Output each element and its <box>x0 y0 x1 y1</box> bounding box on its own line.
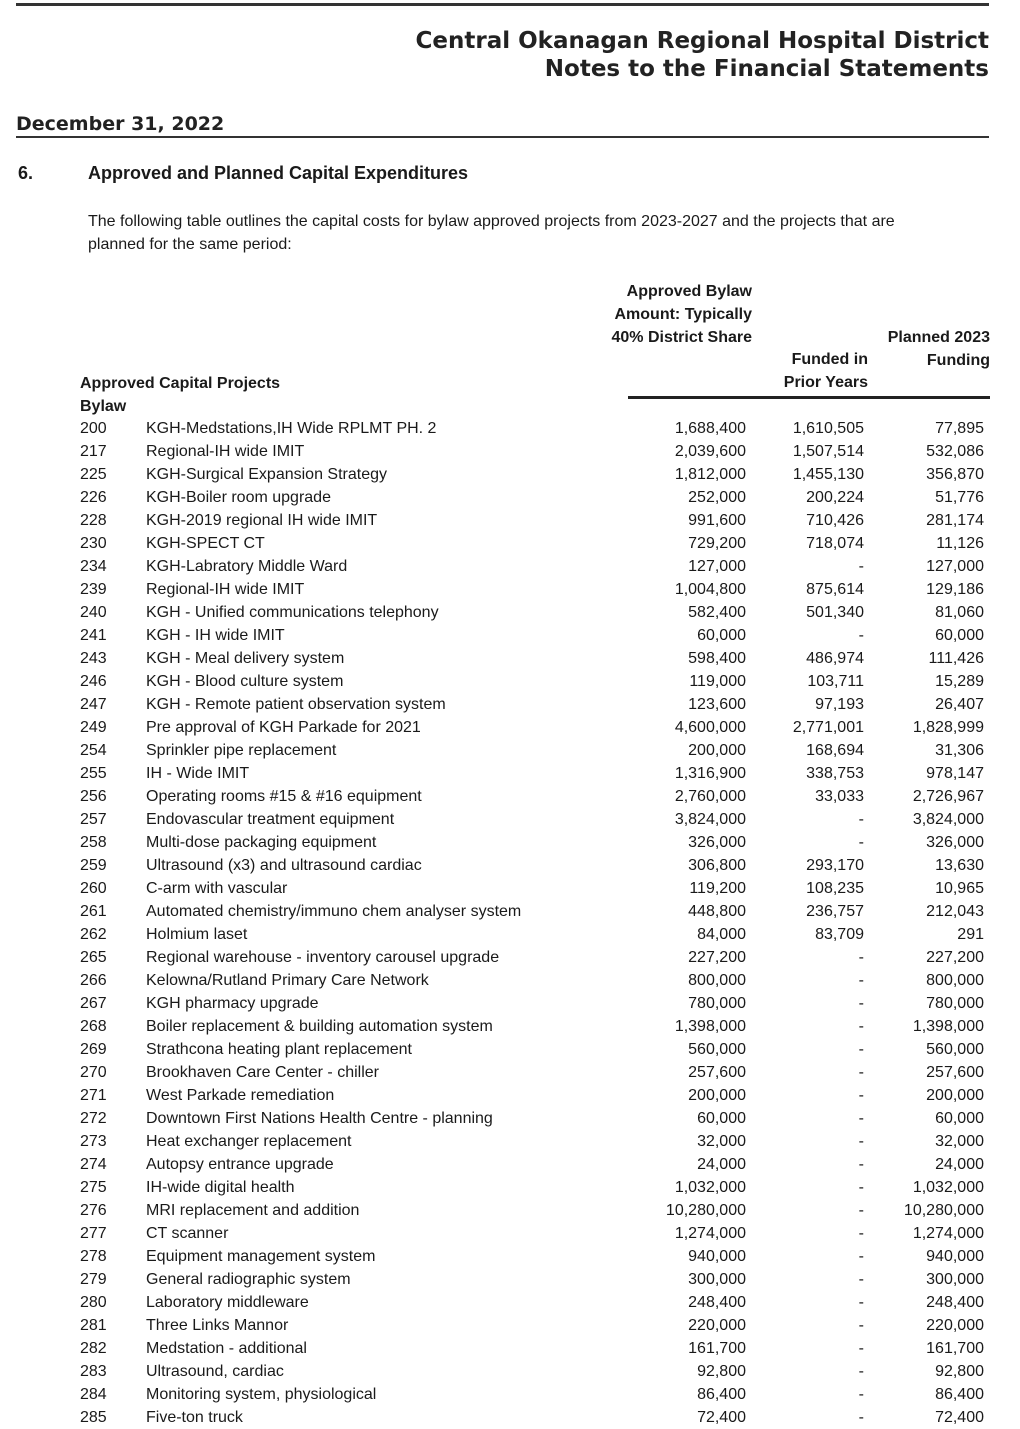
planned-funding-cell: 60,000 <box>935 1110 984 1127</box>
planned-funding-cell: 1,032,000 <box>912 1179 984 1196</box>
bylaw-cell: 266 <box>80 972 107 989</box>
bylaw-cell: 239 <box>80 581 107 598</box>
table-row <box>0 831 1020 854</box>
table-row <box>0 1107 1020 1130</box>
approved-amount-cell: 32,000 <box>697 1133 746 1150</box>
table-row <box>0 578 1020 601</box>
funded-prior-cell: 486,974 <box>806 650 864 667</box>
top-rule <box>16 3 989 6</box>
table-row <box>0 1291 1020 1314</box>
description-cell: Regional warehouse - inventory carousel upgrade <box>146 949 500 966</box>
table-row <box>0 463 1020 486</box>
funded-prior-cell: 710,426 <box>806 512 864 529</box>
planned-funding-cell: 200,000 <box>926 1087 984 1104</box>
description-cell: Automated chemistry/immuno chem analyser system <box>146 903 522 920</box>
bylaw-cell: 270 <box>80 1064 107 1081</box>
bylaw-cell: 267 <box>80 995 107 1012</box>
bylaw-cell: 256 <box>80 788 107 805</box>
funded-prior-cell: - <box>858 1294 864 1311</box>
planned-funding-cell: 15,289 <box>935 673 984 690</box>
approved-amount-cell: 123,600 <box>688 696 746 713</box>
approved-amount-cell: 227,200 <box>688 949 746 966</box>
description-cell: KGH - Unified communications telephony <box>146 604 439 621</box>
approved-amount-cell: 84,000 <box>697 926 746 943</box>
description-cell: Five-ton truck <box>146 1409 243 1426</box>
table-row <box>0 670 1020 693</box>
description-cell: Regional-IH wide IMIT <box>146 443 305 460</box>
planned-funding-cell: 10,965 <box>935 880 984 897</box>
planned-funding-cell: 532,086 <box>926 443 984 460</box>
approved-amount-cell: 119,200 <box>689 880 746 897</box>
funded-prior-cell: 97,193 <box>815 696 864 713</box>
table-row <box>0 1383 1020 1406</box>
planned-funding-cell: 780,000 <box>926 995 984 1012</box>
approved-amount-cell: 161,700 <box>688 1340 746 1357</box>
planned-funding-cell: 326,000 <box>926 834 984 851</box>
bylaw-cell: 268 <box>80 1018 107 1035</box>
approved-amount-cell: 60,000 <box>697 1110 746 1127</box>
funded-prior-cell: 108,235 <box>806 880 864 897</box>
bylaw-cell: 283 <box>80 1363 107 1380</box>
table-row <box>0 785 1020 808</box>
bylaw-cell: 230 <box>80 535 107 552</box>
table-row <box>0 1199 1020 1222</box>
description-cell: Regional-IH wide IMIT <box>146 581 305 598</box>
table-row <box>0 1406 1020 1429</box>
table-row <box>0 486 1020 509</box>
approved-amount-cell: 257,600 <box>688 1064 746 1081</box>
planned-funding-cell: 291 <box>957 926 984 943</box>
planned-funding-cell: 92,800 <box>935 1363 984 1380</box>
funded-prior-cell: - <box>858 1156 864 1173</box>
bylaw-cell: 260 <box>80 880 107 897</box>
planned-funding-cell: 560,000 <box>926 1041 984 1058</box>
table-row <box>0 1337 1020 1360</box>
bylaw-cell: 241 <box>80 627 107 644</box>
approved-amount-cell: 300,000 <box>688 1271 746 1288</box>
table-row <box>0 1222 1020 1245</box>
bylaw-cell: 258 <box>80 834 107 851</box>
bylaw-cell: 225 <box>80 466 107 483</box>
description-cell: Boiler replacement & building automation system <box>146 1018 493 1035</box>
table-row <box>0 440 1020 463</box>
date-rule <box>16 136 989 138</box>
table-row <box>0 555 1020 578</box>
approved-amount-cell: 127,000 <box>688 558 746 575</box>
approved-amount-cell: 582,400 <box>688 604 746 621</box>
planned-funding-cell: 72,400 <box>935 1409 984 1426</box>
approved-amount-cell: 3,824,000 <box>674 811 746 828</box>
funded-prior-cell: - <box>858 834 864 851</box>
planned-funding-cell: 1,274,000 <box>912 1225 984 1242</box>
description-cell: Ultrasound (x3) and ultrasound cardiac <box>146 857 422 874</box>
approved-amount-cell: 86,400 <box>697 1386 746 1403</box>
description-cell: C-arm with vascular <box>146 880 288 897</box>
description-cell: KGH - IH wide IMIT <box>146 627 285 644</box>
approved-amount-cell: 1,004,800 <box>674 581 746 598</box>
funded-prior-cell: - <box>858 972 864 989</box>
planned-funding-cell: 800,000 <box>926 972 984 989</box>
funded-prior-cell: - <box>858 1087 864 1104</box>
bylaw-cell: 281 <box>80 1317 107 1334</box>
funded-prior-cell: - <box>858 1133 864 1150</box>
approved-amount-cell: 326,000 <box>688 834 746 851</box>
planned-funding-cell: 32,000 <box>935 1133 984 1150</box>
bylaw-cell: 275 <box>80 1179 107 1196</box>
planned-funding-cell: 1,398,000 <box>912 1018 984 1035</box>
approved-amount-cell: 72,400 <box>697 1409 746 1426</box>
bylaw-cell: 265 <box>80 949 107 966</box>
table-row <box>0 969 1020 992</box>
planned-funding-cell: 129,186 <box>926 581 984 598</box>
planned-funding-cell: 77,895 <box>935 420 984 437</box>
funded-prior-cell: 293,170 <box>806 857 864 874</box>
funded-prior-cell: - <box>858 1386 864 1403</box>
funded-prior-cell: 200,224 <box>806 489 864 506</box>
bylaw-cell: 279 <box>80 1271 107 1288</box>
planned-funding-cell: 31,306 <box>935 742 984 759</box>
funded-prior-cell: 236,757 <box>806 903 864 920</box>
statement-date: December 31, 2022 <box>16 113 225 135</box>
description-cell: Pre approval of KGH Parkade for 2021 <box>146 719 421 736</box>
group-label: Approved Capital Projects <box>80 375 281 392</box>
funded-prior-cell: - <box>858 1317 864 1334</box>
approved-amount-cell: 92,800 <box>697 1363 746 1380</box>
funded-prior-cell: - <box>858 1110 864 1127</box>
bylaw-cell: 259 <box>80 857 107 874</box>
funded-prior-cell: 168,694 <box>806 742 864 759</box>
description-cell: CT scanner <box>146 1225 229 1242</box>
table-row <box>0 1245 1020 1268</box>
description-cell: KGH - Blood culture system <box>146 673 344 690</box>
table-row <box>0 509 1020 532</box>
organization-title: Central Okanagan Regional Hospital District <box>415 28 989 54</box>
description-cell: Equipment management system <box>146 1248 376 1265</box>
approved-amount-cell: 60,000 <box>697 627 746 644</box>
header-rule <box>628 396 990 399</box>
bylaw-cell: 246 <box>80 673 107 690</box>
funded-prior-cell: 718,074 <box>806 535 864 552</box>
bylaw-cell: 255 <box>80 765 107 782</box>
table-row <box>0 808 1020 831</box>
column-header-approved: Approved Bylaw Amount: Typically 40% District Share <box>611 283 752 346</box>
table-row <box>0 1314 1020 1337</box>
bylaw-header: Bylaw <box>80 398 127 415</box>
planned-funding-cell: 161,700 <box>926 1340 984 1357</box>
description-cell: IH-wide digital health <box>146 1179 295 1196</box>
approved-amount-cell: 1,812,000 <box>674 466 746 483</box>
approved-amount-cell: 729,200 <box>688 535 746 552</box>
approved-amount-cell: 252,000 <box>688 489 746 506</box>
table-row <box>0 900 1020 923</box>
approved-amount-cell: 248,400 <box>688 1294 746 1311</box>
funded-prior-cell: 1,610,505 <box>792 420 864 437</box>
description-cell: KGH - Meal delivery system <box>146 650 345 667</box>
planned-funding-cell: 3,824,000 <box>912 811 984 828</box>
bylaw-cell: 247 <box>80 696 107 713</box>
description-cell: KGH-Boiler room upgrade <box>146 489 331 506</box>
table-row <box>0 532 1020 555</box>
document-title: Notes to the Financial Statements <box>544 56 989 82</box>
planned-funding-cell: 1,828,999 <box>912 719 984 736</box>
bylaw-cell: 200 <box>80 420 107 437</box>
planned-funding-cell: 300,000 <box>926 1271 984 1288</box>
planned-funding-cell: 60,000 <box>935 627 984 644</box>
approved-amount-cell: 200,000 <box>688 742 746 759</box>
description-cell: KGH-Labratory Middle Ward <box>146 558 348 575</box>
description-cell: IH - Wide IMIT <box>146 765 250 782</box>
funded-prior-cell: - <box>858 995 864 1012</box>
description-cell: Strathcona heating plant replacement <box>146 1041 412 1058</box>
funded-prior-cell: 1,455,130 <box>792 466 864 483</box>
approved-amount-cell: 119,000 <box>689 673 746 690</box>
description-cell: Downtown First Nations Health Centre - planning <box>146 1110 493 1127</box>
bylaw-cell: 277 <box>80 1225 107 1242</box>
planned-funding-cell: 257,600 <box>926 1064 984 1081</box>
bylaw-cell: 280 <box>80 1294 107 1311</box>
funded-prior-cell: 338,753 <box>806 765 864 782</box>
description-cell: West Parkade remediation <box>146 1087 335 1104</box>
funded-prior-cell: - <box>858 949 864 966</box>
funded-prior-cell: - <box>858 1225 864 1242</box>
table-row <box>0 1176 1020 1199</box>
approved-amount-cell: 306,800 <box>688 857 746 874</box>
approved-amount-cell: 10,280,000 <box>665 1202 746 1219</box>
section-number: 6. <box>18 163 34 183</box>
funded-prior-cell: 83,709 <box>815 926 864 943</box>
table-row <box>0 762 1020 785</box>
planned-funding-cell: 248,400 <box>926 1294 984 1311</box>
approved-amount-cell: 1,316,900 <box>674 765 746 782</box>
funded-prior-cell: 33,033 <box>815 788 864 805</box>
funded-prior-cell: 501,340 <box>806 604 864 621</box>
page-header <box>416 27 989 83</box>
funded-prior-cell: - <box>858 1179 864 1196</box>
bylaw-cell: 274 <box>80 1156 107 1173</box>
bylaw-cell: 243 <box>80 650 107 667</box>
table-row <box>0 1061 1020 1084</box>
table-row <box>0 992 1020 1015</box>
funded-prior-cell: - <box>858 1248 864 1265</box>
description-cell: KGH-2019 regional IH wide IMIT <box>146 512 378 529</box>
bylaw-cell: 278 <box>80 1248 107 1265</box>
funded-prior-cell: - <box>858 1363 864 1380</box>
approved-amount-cell: 1,398,000 <box>674 1018 746 1035</box>
table-row <box>0 601 1020 624</box>
planned-funding-cell: 127,000 <box>926 558 984 575</box>
approved-amount-cell: 24,000 <box>697 1156 746 1173</box>
capital-projects-table <box>0 417 1020 1429</box>
table-row <box>0 1360 1020 1383</box>
funded-prior-cell: - <box>858 1340 864 1357</box>
description-cell: MRI replacement and addition <box>146 1202 360 1219</box>
description-cell: General radiographic system <box>146 1271 351 1288</box>
approved-amount-cell: 598,400 <box>688 650 746 667</box>
funded-prior-cell: - <box>858 811 864 828</box>
approved-amount-cell: 560,000 <box>688 1041 746 1058</box>
bylaw-cell: 282 <box>80 1340 107 1357</box>
description-cell: Three Links Mannor <box>146 1317 289 1334</box>
approved-amount-cell: 1,688,400 <box>674 420 746 437</box>
funded-prior-cell: - <box>858 627 864 644</box>
funded-prior-cell: - <box>858 1041 864 1058</box>
column-header-planned: Planned 2023 Funding <box>887 329 990 369</box>
table-row <box>0 1015 1020 1038</box>
description-cell: Ultrasound, cardiac <box>146 1363 284 1380</box>
description-cell: Laboratory middleware <box>146 1294 309 1311</box>
planned-funding-cell: 26,407 <box>935 696 984 713</box>
approved-amount-cell: 448,800 <box>688 903 746 920</box>
funded-prior-cell: 103,711 <box>807 673 864 690</box>
table-row <box>0 647 1020 670</box>
description-cell: Brookhaven Care Center - chiller <box>146 1064 379 1081</box>
approved-amount-cell: 4,600,000 <box>674 719 746 736</box>
table-row <box>0 946 1020 969</box>
description-cell: Autopsy entrance upgrade <box>146 1156 334 1173</box>
planned-funding-cell: 978,147 <box>926 765 984 782</box>
description-cell: Heat exchanger replacement <box>146 1133 352 1150</box>
table-row <box>0 1084 1020 1107</box>
funded-prior-cell: - <box>858 558 864 575</box>
description-cell: Endovascular treatment equipment <box>146 811 395 828</box>
bylaw-cell: 228 <box>80 512 107 529</box>
planned-funding-cell: 227,200 <box>926 949 984 966</box>
bylaw-cell: 254 <box>80 742 107 759</box>
description-cell: KGH-SPECT CT <box>146 535 265 552</box>
description-cell: KGH-Medstations,IH Wide RPLMT PH. 2 <box>146 420 437 437</box>
approved-amount-cell: 2,039,600 <box>674 443 746 460</box>
approved-amount-cell: 220,000 <box>688 1317 746 1334</box>
bylaw-cell: 226 <box>80 489 107 506</box>
approved-amount-cell: 800,000 <box>688 972 746 989</box>
planned-funding-cell: 281,174 <box>926 512 984 529</box>
planned-funding-cell: 2,726,967 <box>912 788 984 805</box>
planned-funding-cell: 10,280,000 <box>903 1202 984 1219</box>
approved-amount-cell: 1,274,000 <box>674 1225 746 1242</box>
description-cell: Kelowna/Rutland Primary Care Network <box>146 972 429 989</box>
planned-funding-cell: 212,043 <box>926 903 984 920</box>
table-row <box>0 716 1020 739</box>
table-row <box>0 417 1020 440</box>
planned-funding-cell: 81,060 <box>935 604 984 621</box>
description-cell: Holmium laset <box>146 926 248 943</box>
planned-funding-cell: 111,426 <box>928 650 984 667</box>
table-row <box>0 693 1020 716</box>
funded-prior-cell: - <box>858 1409 864 1426</box>
section-title: Approved and Planned Capital Expenditures <box>88 163 469 183</box>
funded-prior-cell: - <box>858 1271 864 1288</box>
planned-funding-cell: 940,000 <box>926 1248 984 1265</box>
bylaw-cell: 240 <box>80 604 107 621</box>
approved-amount-cell: 780,000 <box>688 995 746 1012</box>
approved-amount-cell: 991,600 <box>688 512 746 529</box>
table-row <box>0 624 1020 647</box>
planned-funding-cell: 86,400 <box>935 1386 984 1403</box>
bylaw-cell: 249 <box>80 719 107 736</box>
section-intro: The following table outlines the capital costs for bylaw approved projects from 2023-2027 and the projects that are planned for the same period: <box>88 213 895 253</box>
table-row <box>0 854 1020 877</box>
planned-funding-cell: 24,000 <box>935 1156 984 1173</box>
bylaw-cell: 234 <box>80 558 107 575</box>
description-cell: Operating rooms #15 & #16 equipment <box>146 788 422 805</box>
approved-amount-cell: 2,760,000 <box>674 788 746 805</box>
funded-prior-cell: - <box>858 1064 864 1081</box>
planned-funding-cell: 220,000 <box>926 1317 984 1334</box>
description-cell: Medstation - additional <box>146 1340 307 1357</box>
column-header-funded: Funded in Prior Years <box>783 351 868 391</box>
table-row <box>0 1153 1020 1176</box>
table-row <box>0 877 1020 900</box>
approved-amount-cell: 1,032,000 <box>674 1179 746 1196</box>
table-row <box>0 1268 1020 1291</box>
description-cell: KGH-Surgical Expansion Strategy <box>146 466 387 483</box>
funded-prior-cell: - <box>858 1202 864 1219</box>
table-row <box>0 923 1020 946</box>
planned-funding-cell: 51,776 <box>935 489 984 506</box>
bylaw-cell: 272 <box>80 1110 107 1127</box>
planned-funding-cell: 11,126 <box>936 535 984 552</box>
description-cell: Sprinkler pipe replacement <box>146 742 337 759</box>
bylaw-cell: 271 <box>80 1087 107 1104</box>
funded-prior-cell: 1,507,514 <box>792 443 864 460</box>
description-cell: Monitoring system, physiological <box>146 1386 377 1403</box>
bylaw-cell: 269 <box>80 1041 107 1058</box>
table-row <box>0 739 1020 762</box>
table-row <box>0 1038 1020 1061</box>
description-cell: KGH - Remote patient observation system <box>146 696 446 713</box>
bylaw-cell: 261 <box>80 903 107 920</box>
bylaw-cell: 285 <box>80 1409 107 1426</box>
description-cell: KGH pharmacy upgrade <box>146 995 319 1012</box>
funded-prior-cell: 2,771,001 <box>792 719 864 736</box>
planned-funding-cell: 356,870 <box>926 466 984 483</box>
bylaw-cell: 276 <box>80 1202 107 1219</box>
bylaw-cell: 284 <box>80 1386 107 1403</box>
funded-prior-cell: - <box>858 1018 864 1035</box>
table-row <box>0 1130 1020 1153</box>
approved-amount-cell: 940,000 <box>688 1248 746 1265</box>
funded-prior-cell: 875,614 <box>806 581 864 598</box>
bylaw-cell: 257 <box>80 811 107 828</box>
description-cell: Multi-dose packaging equipment <box>146 834 377 851</box>
bylaw-cell: 262 <box>80 926 107 943</box>
approved-amount-cell: 200,000 <box>688 1087 746 1104</box>
bylaw-cell: 217 <box>80 443 107 460</box>
bylaw-cell: 273 <box>80 1133 107 1150</box>
planned-funding-cell: 13,630 <box>935 857 984 874</box>
